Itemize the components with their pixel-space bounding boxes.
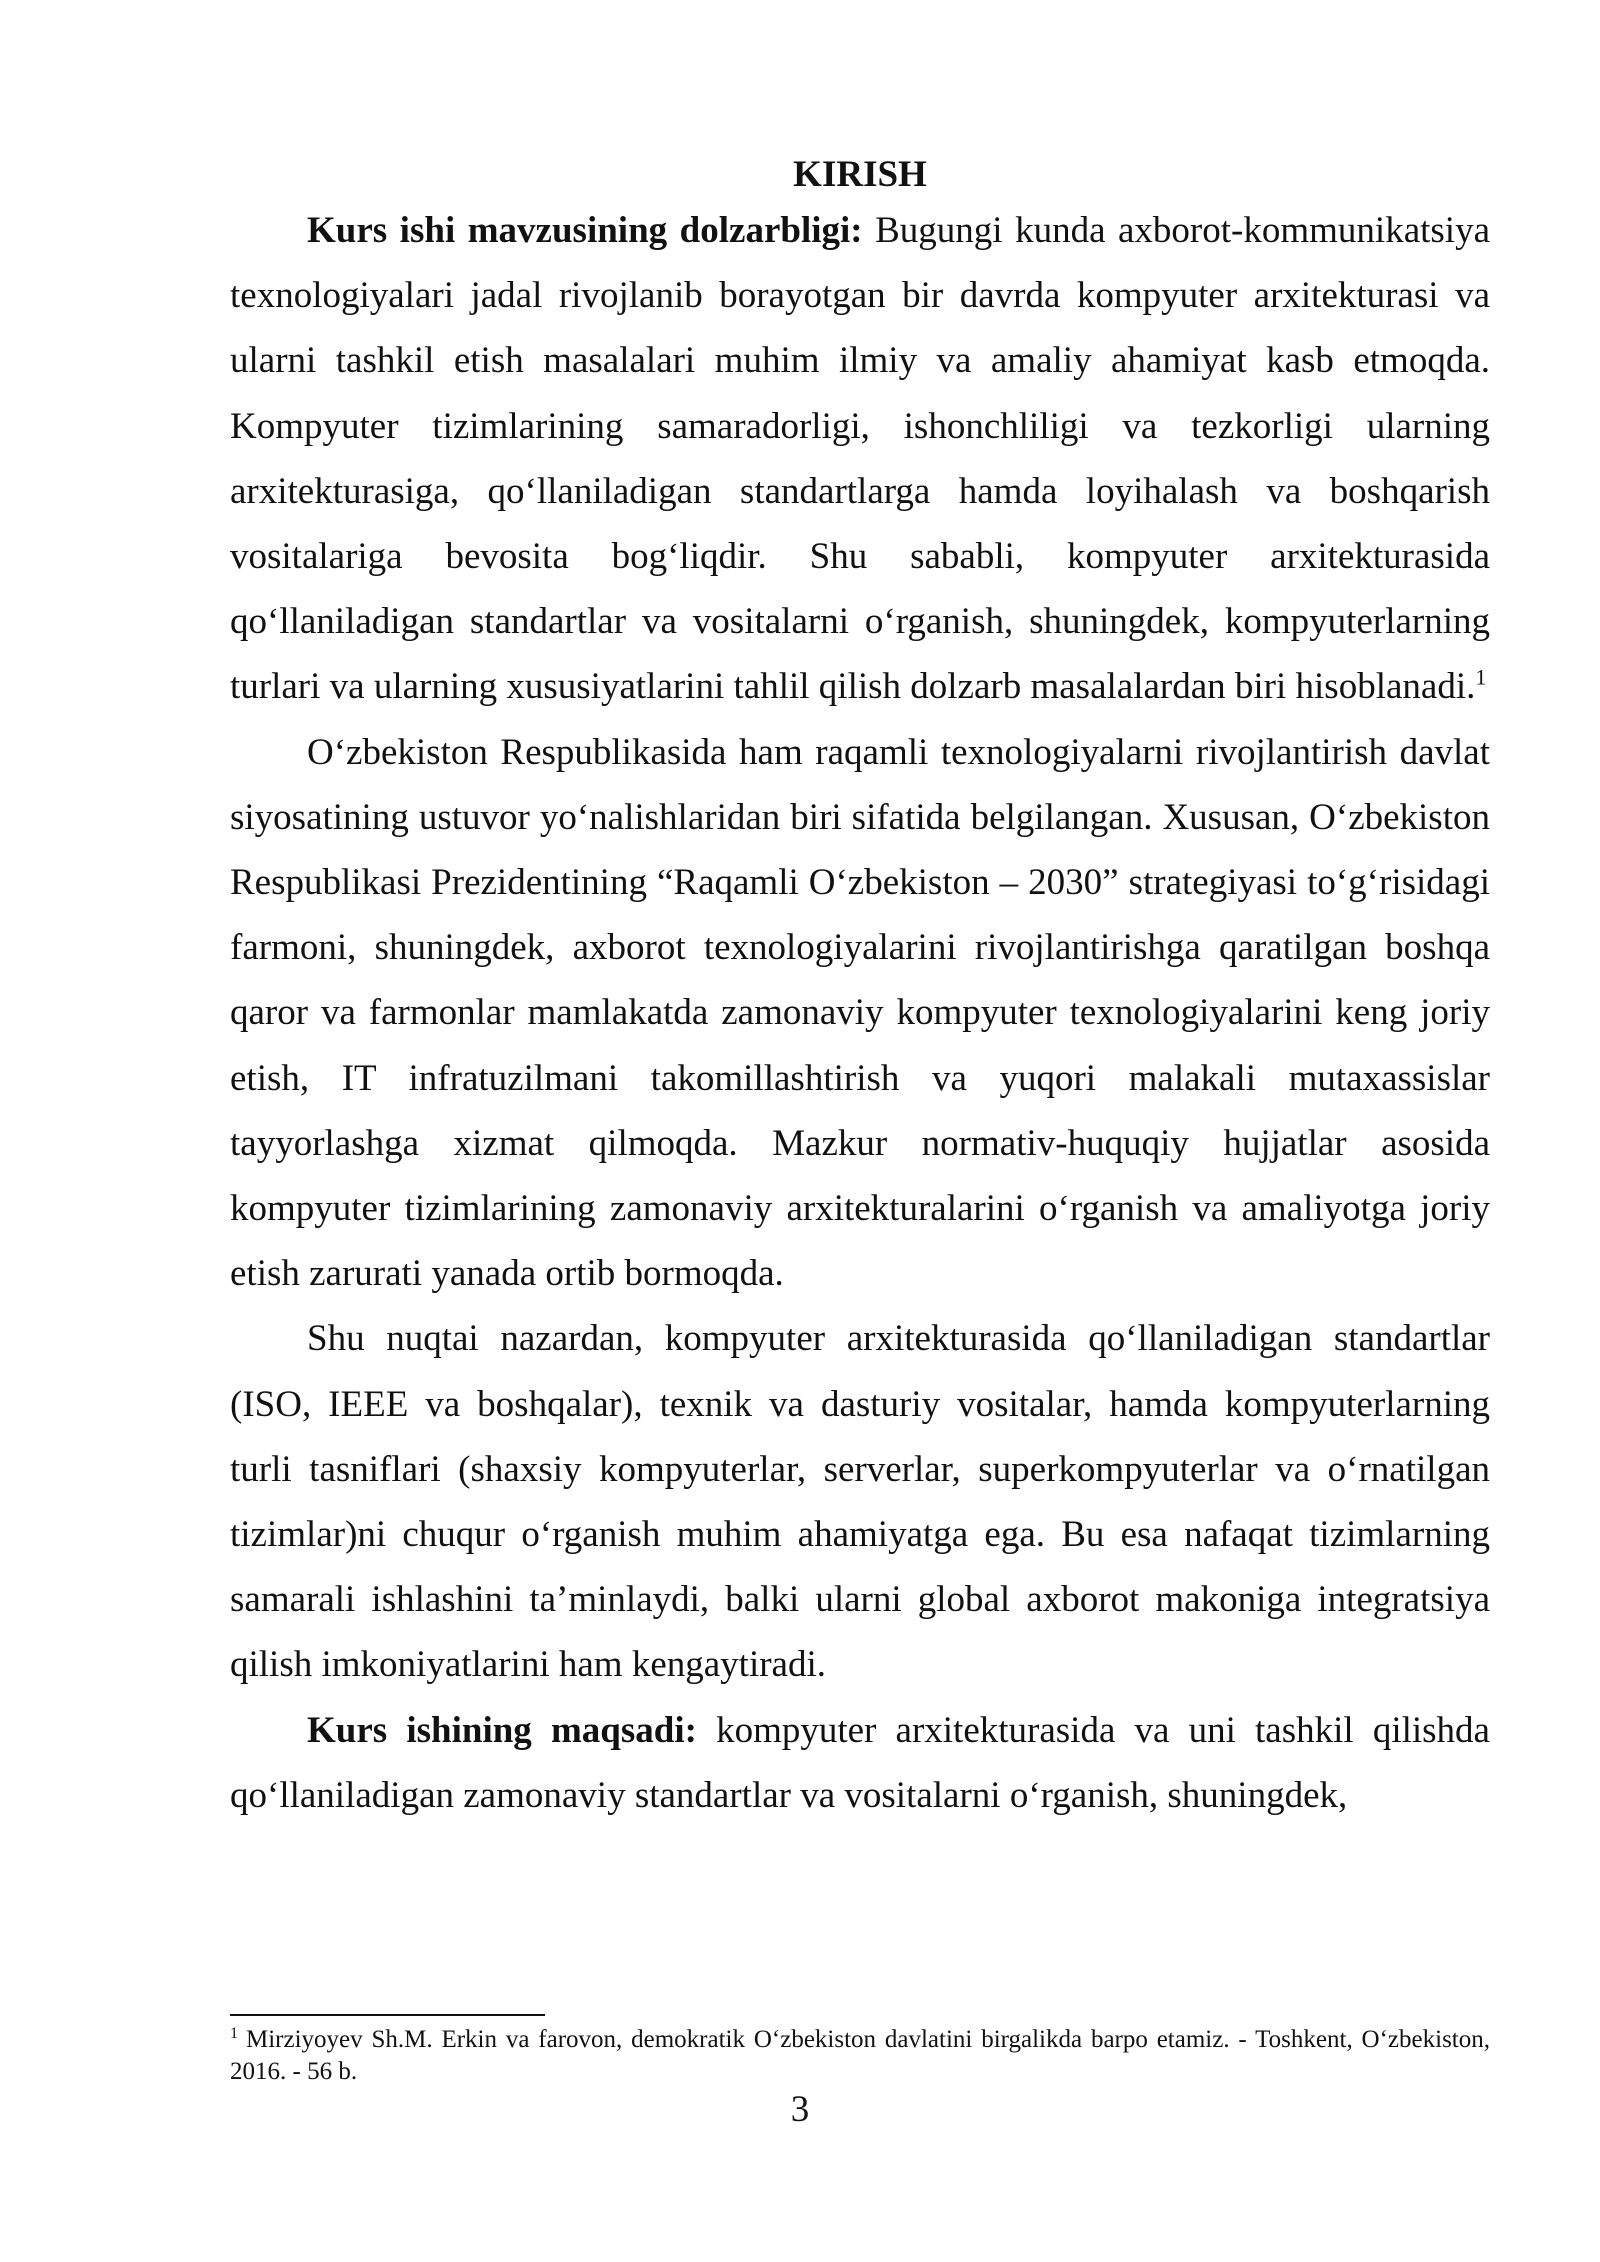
paragraph-lead: Kurs ishi mavzusining dolzarbligi: [307, 210, 863, 251]
section-heading: KIRISH [793, 154, 927, 195]
footnote [230, 2024, 1490, 2088]
paragraph-text: kompyuter arxitekturasida va uni tashkil qilishda qo‘llaniladigan zamonaviy standartlar va vositalarni o‘rganish, shuningdek, [230, 1709, 1490, 1816]
footnote-separator [230, 2014, 545, 2016]
footnote-text: Mirziyoyev Sh.M. Erkin va farovon, demokratik O‘zbekiston davlatini birgalikda barpo etamiz. - Toshkent, O‘zbekiston, 2016. - 56 b. [230, 2026, 1490, 2085]
paragraph-text: Shu nuqtai nazardan, kompyuter arxitekturasida qo‘llaniladigan standartlar (ISO, IEEE va boshqalar), texnik va dasturiy vositalar, hamda kompyuterlarning turli tasniflari (shaxsiy kompyuterlar, serverlar, superkompyuterlar va o‘rnatilgan tizimlar)ni chuqur o‘rganish muhim ahamiyatga ega. Bu esa nafaqat tizimlarning samarali ishlashini ta’minlaydi, balki ularni global axborot makoniga integratsiya qilish imkoniyatlarini ham kengaytiradi. [230, 1318, 1490, 1686]
paragraph-goal [230, 1698, 1490, 1828]
page-number: 3 [790, 2089, 810, 2130]
page-body [230, 148, 1490, 1828]
paragraph-text: O‘zbekiston Respublikasida ham raqamli texnologiyalarni rivojlantirish davlat siyosatining ustuvor yo‘nalishlaridan biri sifatida belgilangan. Xususan, O‘zbekiston Respublikasi Prezidentining “Raqamli O‘zbekiston – 2030” strategiyasi to‘g‘risidagi farmoni, shuningdek, axborot texnologiyalarini rivojlantirishga qaratilgan boshqa qaror va farmonlar mamlakatda zamonaviy kompyuter texnologiyalarini keng joriy etish, IT infratuzilmani takomillashtirish va yuqori malakali mutaxassislar tayyorlashga xizmat qilmoqda. Mazkur normativ-huquqiy hujjatlar asosida kompyuter tizimlarining zamonaviy arxitekturalarini o‘rganish va amaliyotga joriy etish zarurati yanada ortib bormoqda. [230, 731, 1490, 1295]
paragraph-text: Bugungi kunda axborot-kommunikatsiya texnologiyalari jadal rivojlanib borayotgan bir davrda kompyuter arxitekturasi va ularni tashkil etish masalalari muhim ilmiy va amaliy ahamiyat kasb etmoqda. Kompyuter tizimlarining samaradorligi, ishonchliligi va tezkorligi ularning arxitekturasiga, qo‘llaniladigan standartlarga hamda loyihalash va boshqarish vositalariga bevosita bog‘liqdir. Shu sababli, kompyuter arxitekturasida qo‘llaniladigan standartlar va vositalarni o‘rganish, shuningdek, kompyuterlarning turlari va ularning xususiyatlarini tahlil qilish dolzarb masalalardan biri hisoblanadi. [230, 210, 1490, 708]
paragraph-standards [230, 1306, 1490, 1697]
paragraph-lead: Kurs ishining maqsadi: [307, 1709, 697, 1751]
paragraph-policy [230, 720, 1490, 1307]
footnote-reference[interactable]: 1 [1475, 665, 1487, 691]
paragraph-relevance [230, 198, 1490, 720]
footnote-number: 1 [230, 2024, 238, 2042]
